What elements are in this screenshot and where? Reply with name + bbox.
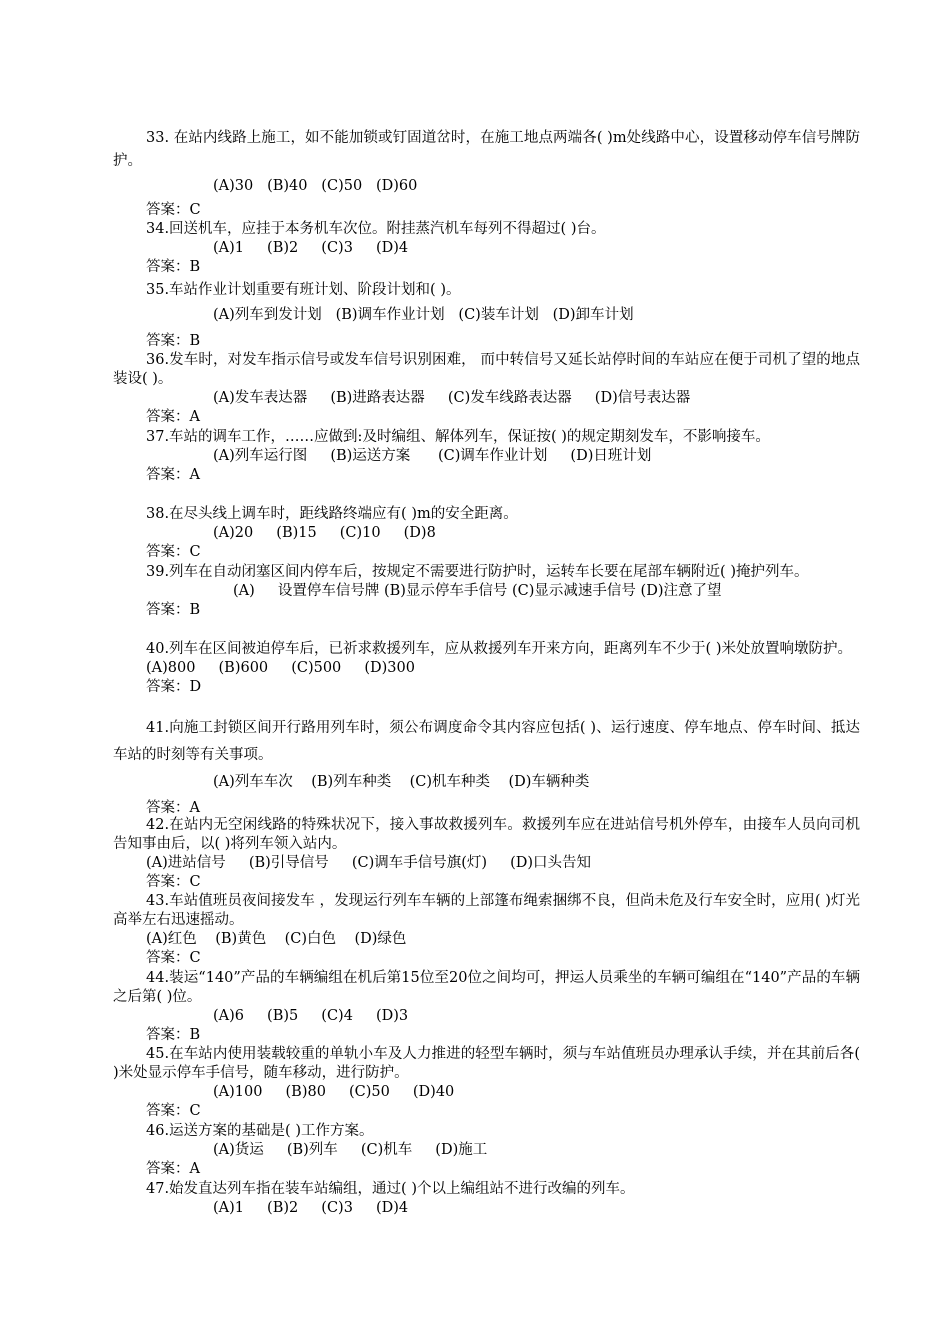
question-35 <box>113 279 860 351</box>
question-answer: 答案：D <box>146 679 202 695</box>
question-47 <box>113 1180 860 1218</box>
question-answer: 答案：C <box>146 544 201 560</box>
question-answer: 答案：A <box>146 467 200 483</box>
question-answer: 答案：C <box>146 1103 201 1119</box>
question-options: (A)30 (B)40 (C)50 (D)60 <box>213 178 418 194</box>
question-41 <box>113 715 860 818</box>
question-stem: 43.车站值班员夜间接发车 ，发现运行列车车辆的上部篷布绳索捆绑不良，但尚未危及行车安全时，应用( )灯光高举左右迅速摇动。 <box>113 893 860 928</box>
question-answer: 答案：C <box>146 874 201 890</box>
question-answer: 答案：B <box>146 333 201 349</box>
question-stem: 47.始发直达列车指在装车站编组，通过( )个以上编组站不进行改编的列车。 <box>146 1181 635 1197</box>
question-options: (A)列车到发计划 (B)调车作业计划 (C)装车计划 (D)卸车计划 <box>213 307 634 323</box>
question-answer: 答案：A <box>146 1161 200 1177</box>
question-options: (A)100 (B)80 (C)50 (D)40 <box>213 1084 455 1100</box>
question-33 <box>113 127 860 220</box>
question-options: (A)1 (B)2 (C)3 (D)4 <box>213 240 409 256</box>
question-stem: 42.在站内无空闲线路的特殊状况下，接入事故救援列车。救援列车应在进站信号机外停车，由接车人员向司机告知事由后，以( )将列车领入站内。 <box>113 817 860 852</box>
question-stem: 39.列车在自动闭塞区间内停车后，按规定不需要进行防护时，运转车长要在尾部车辆附近( )掩护列车。 <box>146 564 809 580</box>
question-stem: 33. 在站内线路上施工，如不能加锁或钉固道岔时，在施工地点两端各( )m处线路中心，设置移动停车信号牌防护。 <box>113 130 860 169</box>
question-answer: 答案：C <box>146 950 201 966</box>
question-answer: 答案：A <box>146 409 200 425</box>
question-options: (A)列车车次 (B)列车种类 (C)机车种类 (D)车辆种类 <box>213 774 590 790</box>
question-answer: 答案：B <box>146 602 201 618</box>
question-44 <box>113 969 860 1045</box>
question-options: (A)20 (B)15 (C)10 (D)8 <box>213 525 436 541</box>
question-40 <box>113 640 860 697</box>
question-options: (A)红色 (B)黄色 (C)白色 (D)绿色 <box>146 931 407 947</box>
question-stem: 38.在尽头线上调车时，距线路终端应有( )m的安全距离。 <box>146 506 518 522</box>
question-stem: 34.回送机车，应挂于本务机车次位。附挂蒸汽机车每列不得超过( )台。 <box>146 221 606 237</box>
question-answer: 答案：C <box>146 202 201 218</box>
question-options: (A)列车运行图 (B)运送方案 (C)调车作业计划 (D)日班计划 <box>213 448 652 464</box>
question-46 <box>113 1122 860 1179</box>
question-stem: 45.在车站内使用装载较重的单轨小车及人力推进的轻型车辆时，须与车站值班员办理承认手续，并在其前后各( )米处显示停车手信号，随车移动，进行防护。 <box>113 1046 860 1081</box>
question-options: (A)6 (B)5 (C)4 (D)3 <box>213 1008 409 1024</box>
question-answer: 答案：A <box>146 800 200 816</box>
question-stem: 36.发车时，对发车指示信号或发车信号识别困难， 而中转信号又延长站停时间的车站应在便于司机了望的地点装设( )。 <box>113 352 860 387</box>
question-options: (A)800 (B)600 (C)500 (D)300 <box>146 660 415 676</box>
question-stem: 35.车站作业计划重要有班计划、阶段计划和( )。 <box>146 282 461 298</box>
question-45 <box>113 1045 860 1121</box>
question-options: (A)货运 (B)列车 (C)机车 (D)施工 <box>213 1142 488 1158</box>
question-answer: 答案：B <box>146 259 201 275</box>
question-options: (A)进站信号 (B)引导信号 (C)调车手信号旗(灯) (D)口头告知 <box>146 855 592 871</box>
question-answer: 答案：B <box>146 1027 201 1043</box>
question-39 <box>113 563 860 620</box>
question-options: (A)发车表达器 (B)进路表达器 (C)发车线路表达器 (D)信号表达器 <box>213 390 691 406</box>
question-stem: 41.向施工封锁区间开行路用列车时，须公布调度命令其内容应包括( )、运行速度、停车地点、停车时间、抵达车站的时刻等有关事项。 <box>113 720 860 763</box>
question-options: (A) 设置停车信号牌 (B)显示停车手信号 (C)显示减速手信号 (D)注意了望 <box>233 583 722 599</box>
question-34 <box>113 220 860 277</box>
question-stem: 46.运送方案的基础是( )工作方案。 <box>146 1123 374 1139</box>
question-42 <box>113 816 860 892</box>
question-stem: 44.装运“140”产品的车辆编组在机后第15位至20位之间均可，押运人员乘坐的车辆可编组在“140”产品的车辆之后第( )位。 <box>113 970 860 1005</box>
question-38 <box>113 505 860 562</box>
question-options: (A)1 (B)2 (C)3 (D)4 <box>213 1200 409 1216</box>
question-37 <box>113 428 860 485</box>
question-43 <box>113 892 860 968</box>
question-stem: 40.列车在区间被迫停车后，已祈求救援列车，应从救援列车开来方向，距离列车不少于( )米处放置响墩防护。 <box>146 641 852 657</box>
question-stem: 37.车站的调车工作，……应做到:及时编组、解体列车，保证按( )的规定期刻发车，不影响接车。 <box>146 429 770 445</box>
question-36 <box>113 351 860 427</box>
